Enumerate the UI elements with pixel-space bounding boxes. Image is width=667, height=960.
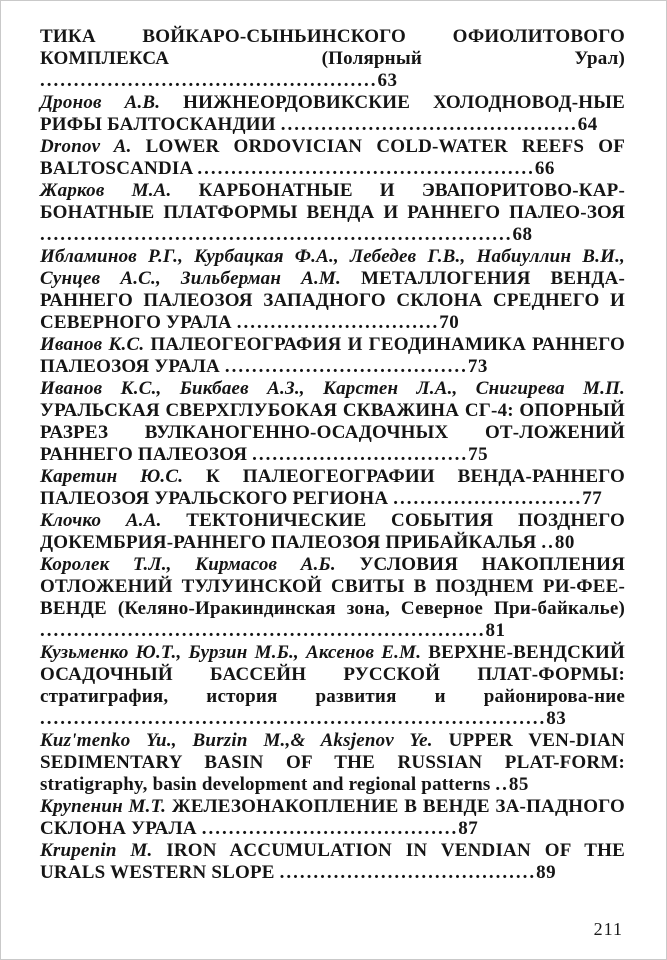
entry-leader: ................................ bbox=[252, 444, 469, 465]
toc-entry-1 bbox=[40, 26, 625, 92]
toc-entry-9 bbox=[40, 510, 625, 554]
entry-page-number: 81 bbox=[485, 620, 506, 641]
entry-leader: .................................... bbox=[224, 356, 468, 377]
entry-title: УРАЛЬСКАЯ СВЕРХГЛУБОКАЯ СКВАЖИНА СГ-4: ОПОРНЫЙ РАЗРЕЗ ВУЛКАНОГЕННО-ОСАДОЧНЫХ ОТ-ЛОЖЕНИЙ РАННЕГО ПАЛЕОЗОЯ bbox=[40, 400, 625, 465]
toc-entry-5 bbox=[40, 246, 625, 334]
toc-entry-14 bbox=[40, 840, 625, 884]
entry-title: МЕТАЛЛОГЕНИЯ ВЕНДА-РАННЕГО ПАЛЕОЗОЯ ЗАПАДНОГО СКЛОНА СРЕДНЕГО И СЕВЕРНОГО УРАЛА bbox=[40, 268, 626, 333]
toc-entry-12 bbox=[40, 730, 625, 796]
entry-title: НИЖНЕОРДОВИКСКИЕ ХОЛОДНОВОД-НЫЕ РИФЫ БАЛТОСКАНДИИ bbox=[40, 92, 625, 135]
entry-authors: Kuz'menko Yu., Burzin M.,& Aksjenov Ye. bbox=[40, 730, 433, 751]
toc-entry-6 bbox=[40, 334, 625, 378]
entry-page-number: 68 bbox=[512, 224, 533, 245]
entry-leader: ...................................... bbox=[279, 862, 537, 883]
entry-leader: ...................................................................... bbox=[40, 224, 513, 245]
entry-authors: Каретин Ю.С. bbox=[40, 466, 184, 487]
entry-title: UPPER VEN-DIAN SEDIMENTARY BASIN OF THE RUSSIAN PLAT-FORM: bbox=[40, 730, 625, 773]
entry-page-number: 85 bbox=[508, 774, 529, 795]
entry-title: IRON ACCUMULATION IN VENDIAN OF THE URALS WESTERN SLOPE bbox=[40, 840, 626, 883]
entry-subtitle: (Келяно-Иракиндинская зона, Северное При-байкалье) bbox=[117, 598, 626, 619]
entry-title: ТЕКТОНИЧЕСКИЕ СОБЫТИЯ ПОЗДНЕГО ДОКЕМБРИЯ-РАННЕГО ПАЛЕОЗОЯ ПРИБАЙКАЛЬЯ bbox=[40, 510, 625, 553]
entry-title: ВЕРХНЕ-ВЕНДСКИЙ ОСАДОЧНЫЙ БАССЕЙН РУССКОЙ ПЛАТ-ФОРМЫ: bbox=[40, 642, 625, 685]
entry-page-number: 73 bbox=[467, 356, 488, 377]
entry-authors: Дронов А.В. bbox=[40, 92, 161, 113]
entry-page-number: 64 bbox=[577, 114, 598, 135]
toc-entry-10 bbox=[40, 554, 625, 642]
entry-title: УСЛОВИЯ НАКОПЛЕНИЯ ОТЛОЖЕНИЙ ТУЛУИНСКОЙ СВИТЫ В ПОЗДНЕМ РИ-ФЕЕ-ВЕНДЕ bbox=[40, 554, 626, 619]
entry-leader: .. bbox=[541, 532, 555, 553]
entry-leader: .................................................. bbox=[197, 158, 535, 179]
toc-entry-3 bbox=[40, 136, 625, 180]
entry-leader: ...................................... bbox=[201, 818, 459, 839]
entry-authors: Крупенин М.Т. bbox=[40, 796, 167, 817]
footer-page-number: 211 bbox=[593, 919, 623, 939]
entry-leader: .................................................................. bbox=[40, 620, 486, 641]
entry-page-number: 80 bbox=[554, 532, 575, 553]
entry-title: ПАЛЕОГЕОГРАФИЯ И ГЕОДИНАМИКА РАННЕГО ПАЛЕОЗОЯ УРАЛА bbox=[40, 334, 625, 377]
entry-authors: Клочко А.А. bbox=[40, 510, 162, 531]
entry-page-number: 75 bbox=[468, 444, 489, 465]
entry-authors: Ибламинов Р.Г., Курбацкая Ф.А., Лебедев Г.В., Набиуллин В.И., Сунцев А.С., Зильберман А.М. bbox=[40, 246, 625, 289]
entry-page-number: 83 bbox=[546, 708, 567, 729]
entry-page-number: 77 bbox=[582, 488, 603, 509]
entry-page-number: 66 bbox=[534, 158, 555, 179]
toc-entry-7 bbox=[40, 378, 625, 466]
entry-authors: Krupenin M. bbox=[40, 840, 153, 861]
toc-entry-11 bbox=[40, 642, 625, 730]
entry-authors: Иванов К.С. bbox=[40, 334, 145, 355]
entry-page-number: 89 bbox=[536, 862, 557, 883]
entry-title: КАРБОНАТНЫЕ И ЭВАПОРИТОВО-КАР-БОНАТНЫЕ ПЛАТФОРМЫ ВЕНДА И РАННЕГО ПАЛЕО-ЗОЯ bbox=[40, 180, 626, 223]
toc-entry-2 bbox=[40, 92, 625, 136]
entry-authors: Жарков М.А. bbox=[40, 180, 172, 201]
entry-subtitle: (Полярный Урал) bbox=[321, 48, 626, 69]
entry-leader: .................................................. bbox=[40, 70, 378, 91]
entry-title: ЖЕЛЕЗОНАКОПЛЕНИЕ В ВЕНДЕ ЗА-ПАДНОГО СКЛОНА УРАЛА bbox=[40, 796, 625, 839]
entry-leader: ........................................................................... bbox=[40, 708, 547, 729]
entry-subtitle: стратиграфия, история развития и районирова-ние bbox=[40, 686, 625, 707]
entry-title: К ПАЛЕОГЕОГРАФИИ ВЕНДА-РАННЕГО ПАЛЕОЗОЯ УРАЛЬСКОГО РЕГИОНА bbox=[40, 466, 626, 509]
entry-authors: Кузьменко Ю.Т., Бурзин М.Б., Аксенов Е.М. bbox=[40, 642, 422, 663]
toc-entry-8 bbox=[40, 466, 625, 510]
entry-authors: Королек Т.Л., Кирмасов А.Б. bbox=[40, 554, 336, 575]
entry-leader: .............................. bbox=[236, 312, 440, 333]
entry-leader: ............................ bbox=[393, 488, 583, 509]
entry-authors: Dronov A. bbox=[40, 136, 132, 157]
entry-title: ТИКА ВОЙКАРО-СЫНЬИНСКОГО ОФИОЛИТОВОГО КОМПЛЕКСА bbox=[40, 26, 625, 69]
entry-leader: ............................................ bbox=[280, 114, 578, 135]
entry-subtitle: stratigraphy, basin development and regional patterns bbox=[40, 774, 491, 795]
toc-entry-13 bbox=[40, 796, 625, 840]
entry-leader: .. bbox=[495, 774, 509, 795]
entry-page-number: 70 bbox=[439, 312, 460, 333]
entry-title: LOWER ORDOVICIAN COLD-WATER REEFS OF BALTOSCANDIA bbox=[40, 136, 626, 179]
entry-authors: Иванов К.С., Бикбаев А.З., Карстен Л.А., Снигирева М.П. bbox=[40, 378, 625, 399]
entry-page-number: 63 bbox=[377, 70, 398, 91]
toc-entry-4 bbox=[40, 180, 625, 246]
entry-page-number: 87 bbox=[458, 818, 479, 839]
